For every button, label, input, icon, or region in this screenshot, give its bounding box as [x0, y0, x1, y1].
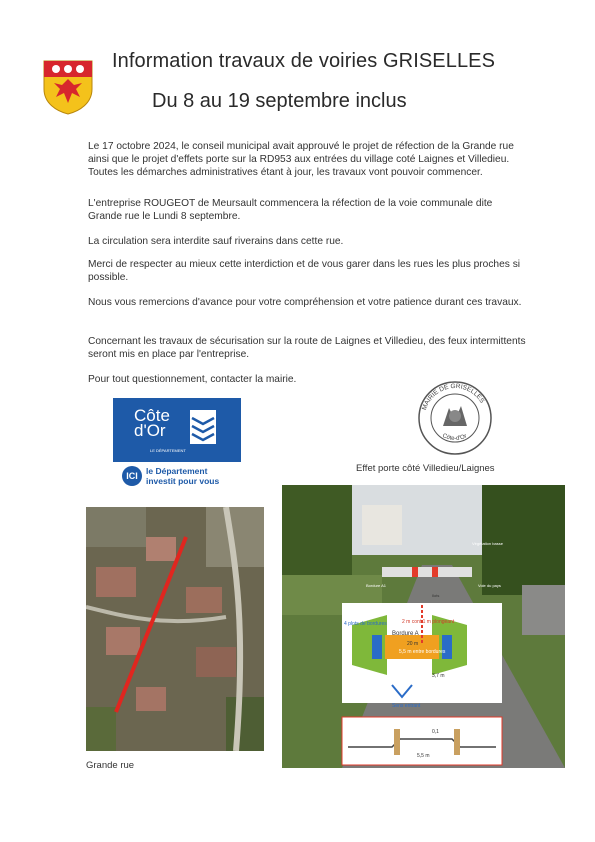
label-gazon: Gazon sol: [472, 673, 495, 679]
label-sign-mid: Ilots: [432, 593, 440, 598]
page-subtitle: Du 8 au 19 septembre inclus: [152, 90, 407, 112]
effet-porte-photo: [282, 485, 565, 768]
label-sign-right: Voie du pays: [478, 583, 501, 588]
label-plots: 4 plots de bordures: [344, 621, 387, 627]
label-section-width: 5,5 m: [417, 753, 430, 759]
paragraph-securisation: Concernant les travaux de sécurisation sur la route de Laignes et Villedieu, des feux intermittents seront mis en place par l'entreprise.: [88, 336, 526, 360]
caption-grande-rue: Grande rue: [86, 760, 135, 771]
paragraph-circulation: La circulation sera interdite sauf riverains dans cette rue.: [88, 236, 344, 247]
page-title: Information travaux de voiries GRISELLES: [112, 50, 496, 72]
logo-wave-icon: [190, 410, 216, 444]
aerial-photo-grande-rue: [86, 507, 264, 751]
label-sign-vegetation: Végétation basse: [472, 541, 503, 546]
paragraph-respect: Merci de respecter au mieux cette interdiction et de vous garer dans les rues les plus proches si possible.: [88, 259, 521, 283]
label-plongeant: 2 m cont 1 m plongeant: [402, 619, 455, 625]
paragraph-remerciements: Nous vous remercions d'avance pour votre compréhension et votre patience durant ces travaux.: [88, 297, 522, 308]
paragraph-intro: Le 17 octobre 2024, le conseil municipal avait approuvé le projet de réfection de la Grande rue ainsi que le projet d'effets porte sur la RD953 aux entrées du village coté Laignes et Villedieu. Toutes les démarches administratives étant à jour, les travaux vont pouvoir commencer.: [88, 141, 514, 178]
logo-brand: Côte d'Or: [134, 406, 170, 440]
commune-crest-icon: [40, 57, 96, 115]
seal-top-text: MAIRIE DE GRISELLES: [421, 382, 486, 412]
label-right-width: 3,7 m: [432, 673, 445, 679]
label-sign-left: Bordure A1: [366, 583, 387, 588]
label-sens: Sens entrant: [392, 703, 421, 709]
mairie-seal-stamp: [415, 378, 495, 458]
label-section-top: 0,1: [432, 729, 439, 735]
label-width: 20 m: [407, 641, 419, 647]
ici-badge: ICI: [122, 466, 142, 486]
seal-bottom-text: Côte-d'Or: [441, 433, 468, 443]
caption-effet-porte: Effet porte côté Villedieu/Laignes: [356, 463, 495, 474]
logo-small-text: LE DÉPARTEMENT: [150, 448, 186, 453]
paragraph-entreprise: L'entreprise ROUGEOT de Meursault commencera la réfection de la voie communale dite Grande rue le Lundi 8 septembre.: [88, 198, 493, 222]
paragraph-contact: Pour tout questionnement, contacter la mairie.: [88, 374, 297, 385]
label-bordure: Bordure A: [392, 631, 419, 637]
logo-tagline: le Département investit pour vous: [146, 466, 220, 486]
label-entre: 5,5 m entre bordures: [399, 649, 446, 655]
